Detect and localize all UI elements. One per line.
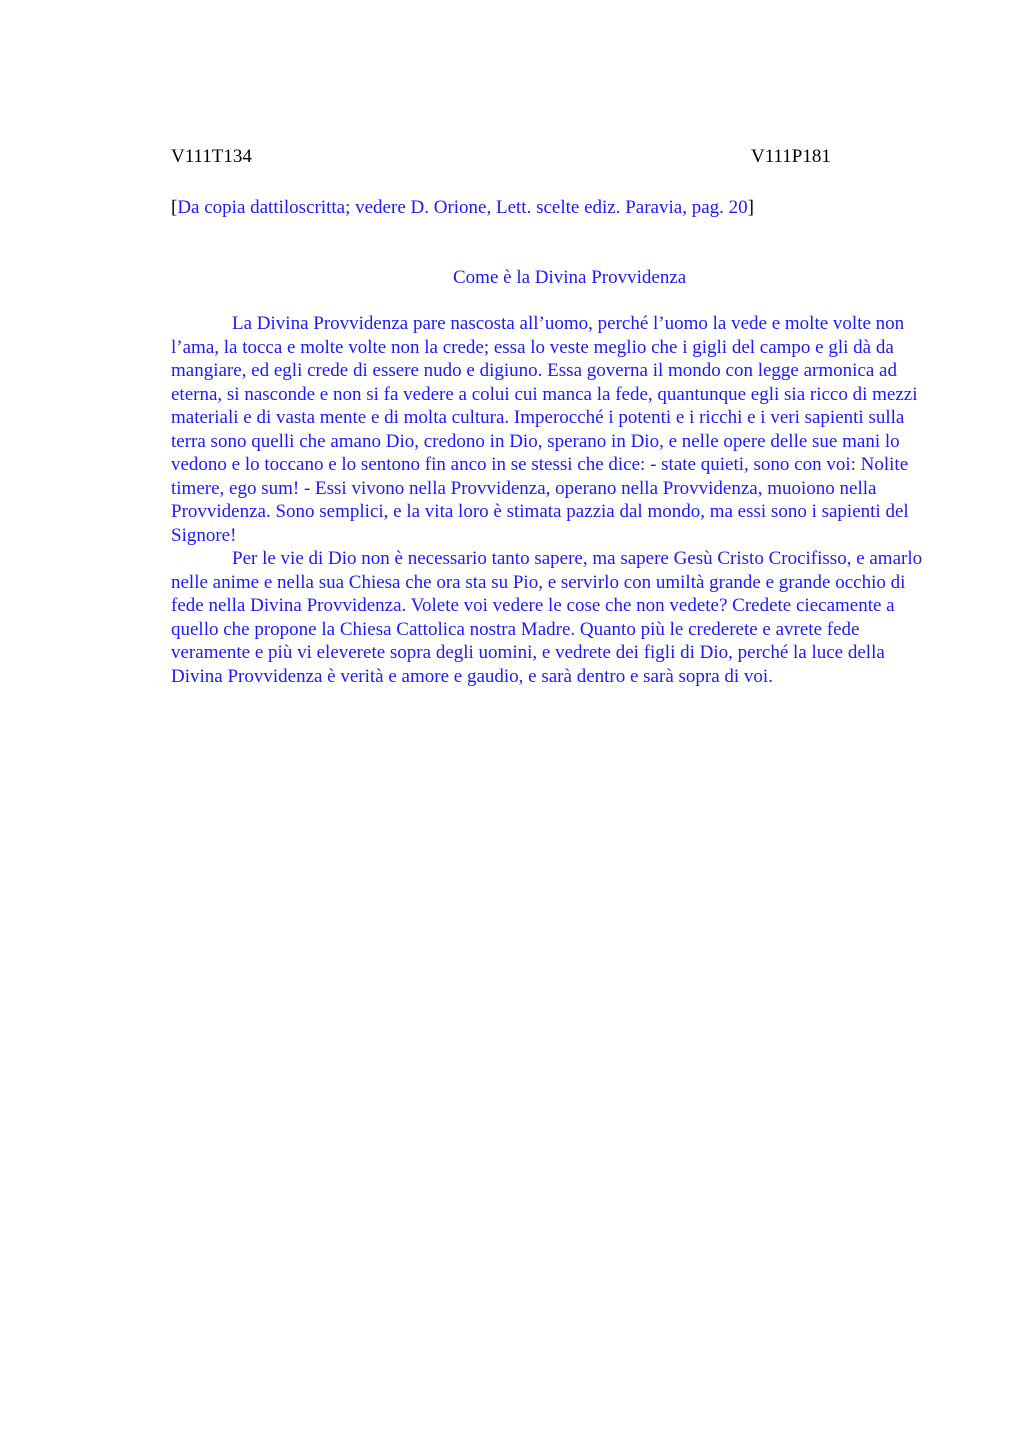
volume-page-code: V111P181 <box>751 146 831 167</box>
document-page <box>171 145 927 688</box>
document-body <box>171 312 927 688</box>
source-note <box>171 196 927 220</box>
source-note-text: Da copia dattiloscritta; vedere D. Orione, Lett. scelte ediz. Paravia, pag. 20 <box>177 197 748 218</box>
body-paragraph: Per le vie di Dio non è necessario tanto sapere, ma sapere Gesù Cristo Crocifisso, e amarlo nelle anime e nella sua Chiesa che ora sta su Pio, e servirlo con umiltà grande e grande occhio di fede nella Divina Provvidenza. Volete voi vedere le cose che non vedete? Credete ciecamente a quello che propone la Chiesa Cattolica nostra Madre. Quanto più le crederete e avrete fede veramente e più vi eleverete sopra degli uomini, e vedrete dei figli di Dio, perché la luce della Divina Provvidenza è verità e amore e gaudio, e sarà dentro e sarà sopra di voi. <box>171 548 923 687</box>
body-paragraph: La Divina Provvidenza pare nascosta all’uomo, perché l’uomo la vede e molte volte non l’ama, la tocca e molte volte non la crede; essa lo veste meglio che i gigli del campo e gli dà da mangiare, ed egli crede di essere nudo e digiuno. Essa governa il mondo con legge armonica ad eterna, si nasconde e non si fa vedere a colui cui manca la fede, quantunque egli sia ricco di mezzi materiali e di vasta mente e di molta cultura. Imperocché i potenti e i ricchi e i veri sapienti sulla terra sono quelli che amano Dio, credono in Dio, sperano in Dio, e nelle opere delle sue mani lo vedono e lo toccano e lo sentono fin anco in se stessi che dice: - state quieti, sono con voi: Nolite timere, ego sum! - Essi vivono nella Provvidenza, operano nella Provvidenza, muoiono nella Provvidenza. Sono semplici, e la vita loro è stimata pazzia dal mondo, ma essi sono i sapienti del Signore! <box>171 313 918 546</box>
page-header <box>171 145 927 169</box>
source-note-open-bracket: [ <box>171 197 178 218</box>
source-note-close-bracket: ] <box>747 197 754 218</box>
volume-text-code: V111T134 <box>171 146 252 167</box>
document-title: Come è la Divina Provvidenza <box>453 266 687 288</box>
